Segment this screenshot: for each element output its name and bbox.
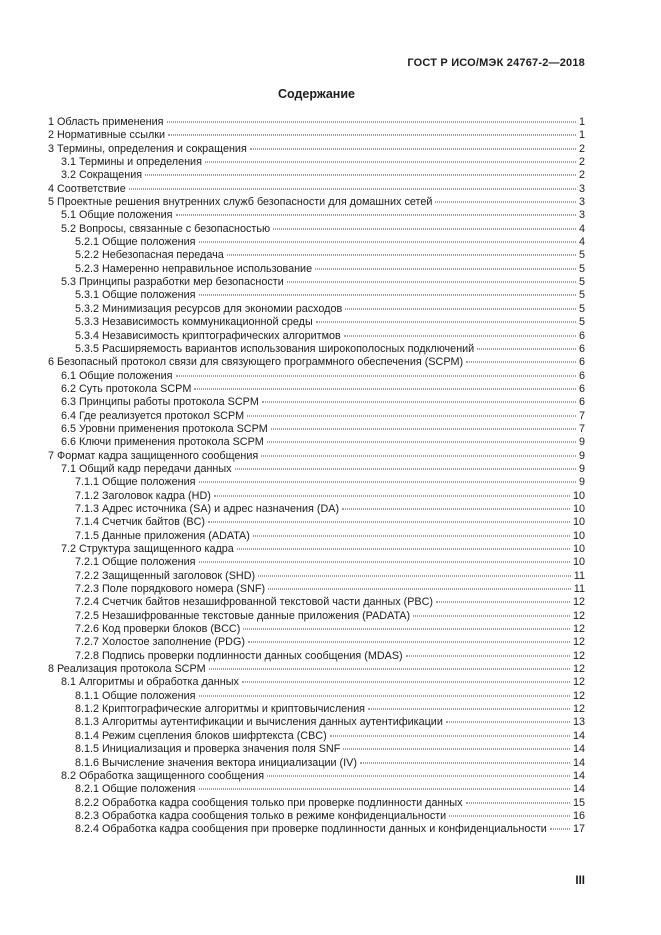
toc-entry-label: 8.1.3 Алгоритмы аутентификации и вычисления данных аутентификации: [75, 716, 443, 729]
toc-entry-label: 8.2.4 Обработка кадра сообщения при проверке подлинности данных и конфиденциальности: [75, 823, 547, 836]
toc-entry-label: 6.6 Ключи применения протокола SCPM: [61, 436, 264, 449]
toc-entry-label: 8.2.3 Обработка кадра сообщения только в режиме конфиденциальности: [75, 809, 447, 822]
toc-entry-label: 4 Соответствие: [48, 182, 126, 195]
toc-leader-dots: [199, 295, 576, 296]
toc-entry-label: 5.3.3 Независимость коммуникационной среды: [75, 316, 313, 329]
toc-entry-page: 7: [578, 422, 585, 435]
toc-entry-page: 7: [578, 409, 585, 422]
toc-entry: [48, 276, 585, 289]
toc-entry-page: 2: [578, 142, 585, 155]
toc-entry-label: 5.3.4 Независимость криптографических алгоритмов: [75, 329, 341, 342]
toc-entry: [48, 396, 585, 409]
toc-entry: [48, 610, 585, 623]
toc-leader-dots: [330, 735, 570, 736]
toc-entry-label: 7.1.2 Заголовок кадра (HD): [75, 489, 211, 502]
toc-entry: [48, 249, 585, 262]
document-code-header: ГОСТ Р ИСО/МЭК 24767-2—2018: [407, 57, 585, 69]
toc-leader-dots: [315, 268, 576, 269]
toc-entry-page: 14: [572, 756, 585, 769]
toc-entry: [48, 330, 585, 343]
toc-entry-label: 7.2 Структура защищенного кадра: [61, 543, 234, 555]
toc-entry: [48, 676, 585, 689]
toc-entry: [48, 530, 585, 543]
toc-leader-dots: [477, 348, 576, 349]
toc-leader-dots: [176, 375, 576, 376]
toc-entry-label: 5.2.1 Общие положения: [75, 236, 196, 249]
toc-entry-label: 6.2 Суть протокола SCPM: [61, 382, 192, 395]
toc-entry-label: 8.1.2 Криптографические алгоритмы и криптовычисления: [75, 703, 365, 716]
toc-entry-page: 10: [572, 543, 585, 555]
toc-entry: [48, 436, 585, 449]
toc-entry-label: 5.2.2 Небезопасная передача: [75, 249, 224, 262]
toc-entry: [48, 476, 585, 489]
toc-entry-label: 8 Реализация протокола SCPM: [48, 663, 206, 676]
toc-leader-dots: [258, 575, 571, 576]
toc-leader-dots: [199, 482, 576, 483]
toc-entry: [48, 156, 585, 169]
toc-leader-dots: [449, 815, 570, 816]
toc-entry-page: 17: [572, 823, 585, 836]
toc-leader-dots: [360, 762, 570, 763]
toc-entry-page: 2: [578, 156, 585, 169]
toc-entry-page: 14: [572, 769, 585, 782]
toc-leader-dots: [343, 749, 570, 750]
toc-leader-dots: [267, 775, 570, 776]
toc-entry: [48, 316, 585, 329]
toc-entry: [48, 596, 585, 609]
toc-leader-dots: [199, 242, 576, 243]
toc-leader-dots: [199, 789, 570, 790]
toc-entry-label: 7.1.5 Данные приложения (ADATA): [75, 529, 250, 542]
toc-leader-dots: [271, 428, 576, 429]
toc-leader-dots: [250, 148, 576, 149]
toc-entry: [48, 743, 585, 756]
toc-entry: [48, 663, 585, 676]
toc-entry: [48, 783, 585, 796]
toc-entry-page: 10: [572, 502, 585, 515]
toc-leader-dots: [205, 162, 576, 163]
toc-entry: [48, 450, 585, 463]
toc-entry-page: 12: [572, 703, 585, 716]
toc-entry-page: 6: [578, 396, 585, 409]
toc-entry: [48, 556, 585, 569]
toc-entry-page: 13: [572, 716, 585, 729]
toc-entry: [48, 356, 585, 369]
toc-entry: [48, 410, 585, 423]
toc-entry-page: 12: [572, 636, 585, 649]
toc-entry: [48, 543, 585, 556]
toc-leader-dots: [168, 135, 576, 136]
toc-entry-label: 7.2.4 Счетчик байтов незашифрованной текстовой части данных (PBC): [75, 596, 434, 609]
toc-leader-dots: [550, 829, 570, 830]
toc-entry-label: 8.1.6 Вычисление значения вектора инициализации (IV): [75, 756, 357, 769]
toc-entry: [48, 423, 585, 436]
toc-entry-page: 12: [572, 649, 585, 662]
toc-leader-dots: [243, 629, 570, 630]
toc-entry-page: 5: [578, 249, 585, 262]
toc-entry-page: 2: [578, 169, 585, 182]
toc-leader-dots: [129, 188, 576, 189]
toc-entry-label: 8.1.5 Инициализация и проверка значения поля SNF: [75, 743, 341, 756]
page-number: III: [575, 875, 585, 887]
toc-entry: [48, 463, 585, 476]
toc-entry-label: 6.3 Принципы работы протокола SCPM: [61, 396, 259, 409]
toc-entry-page: 9: [578, 436, 585, 449]
toc-leader-dots: [406, 655, 570, 656]
toc-entry-label: 3 Термины, определения и сокращения: [48, 142, 247, 155]
toc-entry-label: 5.3 Принципы разработки мер безопасности: [61, 276, 284, 289]
toc-leader-dots: [273, 228, 576, 229]
toc-entry-label: 7.2.5 Незашифрованные текстовые данные приложения (PADATA): [75, 609, 411, 622]
toc-entry: [48, 490, 585, 503]
toc-entry-page: 12: [572, 663, 585, 676]
toc-entry: [48, 623, 585, 636]
toc-entry-page: 16: [572, 809, 585, 822]
toc-leader-dots: [199, 695, 570, 696]
toc-leader-dots: [342, 508, 570, 509]
toc-leader-dots: [368, 709, 570, 710]
toc-entry-page: 5: [578, 289, 585, 302]
toc-entry-label: 7.2.6 Код проверки блоков (BCC): [75, 623, 241, 636]
toc-entry: [48, 263, 585, 276]
toc-entry-page: 3: [578, 196, 585, 209]
toc-entry-label: 8.2.1 Общие положения: [75, 783, 196, 796]
toc-leader-dots: [344, 335, 576, 336]
toc-entry: [48, 770, 585, 783]
toc-entry-label: 5.1 Общие положения: [61, 209, 173, 222]
toc-entry-page: 6: [578, 356, 585, 369]
toc-entry-label: 5.2.3 Намеренно неправильное использование: [75, 262, 313, 275]
toc-leader-dots: [466, 362, 576, 363]
toc-entry-label: 7.1.3 Адрес источника (SA) и адрес назначения (DA): [75, 502, 340, 515]
toc-entry-label: 2 Нормативные ссылки: [48, 129, 166, 142]
toc-entry: [48, 383, 585, 396]
toc-leader-dots: [262, 402, 576, 403]
toc-leader-dots: [267, 442, 576, 443]
toc-entry-page: 12: [572, 596, 585, 609]
toc-entry-page: 5: [578, 276, 585, 289]
toc-entry: [48, 503, 585, 516]
toc-entry-label: 6.1 Общие положения: [61, 369, 173, 382]
toc-entry-page: 12: [572, 623, 585, 636]
toc-heading: Содержание: [277, 87, 355, 101]
toc-entry-label: 7.1.1 Общие положения: [75, 476, 196, 489]
toc-entry-page: 10: [572, 529, 585, 542]
toc-entry-label: 8.2 Обработка защищенного сообщения: [61, 769, 265, 782]
toc-entry-label: 6.5 Уровни применения протокола SCPM: [61, 422, 268, 435]
toc-entry-label: 7.2.7 Холостое заполнение (PDG): [75, 636, 245, 649]
toc-entry: [48, 370, 585, 383]
toc-entry-label: 1 Область применения: [48, 116, 164, 128]
toc-leader-dots: [208, 522, 570, 523]
toc-entry-label: 5 Проектные решения внутренних служб безопасности для домашних сетей: [48, 196, 433, 209]
toc-entry-page: 1: [578, 116, 585, 128]
toc-leader-dots: [261, 455, 576, 456]
toc-entry: [48, 690, 585, 703]
toc-leader-dots: [316, 322, 576, 323]
toc-entry-page: 5: [578, 302, 585, 315]
toc-entry: [48, 703, 585, 716]
toc-entry-label: 3.2 Сокращения: [61, 169, 143, 182]
toc-entry: [48, 343, 585, 356]
toc-entry: [48, 303, 585, 316]
toc-entry-page: 11: [573, 569, 585, 582]
toc-entry-page: 4: [578, 222, 585, 235]
toc-entry-label: 6.4 Где реализуется протокол SCPM: [61, 409, 245, 422]
toc-leader-dots: [199, 562, 570, 563]
toc-entry-page: 12: [572, 609, 585, 622]
toc-entry-label: 8.2.2 Обработка кадра сообщения только при проверке подлинности данных: [75, 796, 463, 809]
toc-leader-dots: [268, 589, 571, 590]
toc-entry-label: 5.3.2 Минимизация ресурсов для экономии расходов: [75, 302, 343, 315]
toc-leader-dots: [235, 468, 576, 469]
toc-entry: [48, 129, 585, 142]
toc-leader-dots: [176, 215, 576, 216]
toc-entry: [48, 169, 585, 182]
toc-entry-page: 14: [572, 729, 585, 742]
toc-leader-dots: [242, 682, 570, 683]
toc-entry: [48, 583, 585, 596]
toc-entry-page: 14: [572, 743, 585, 756]
toc-leader-dots: [145, 175, 576, 176]
toc-entry-page: 6: [578, 329, 585, 342]
toc-entry: [48, 810, 585, 823]
toc-entry: [48, 797, 585, 810]
toc-leader-dots: [209, 669, 570, 670]
toc-entry: [48, 196, 585, 209]
toc-entry: [48, 236, 585, 249]
toc-entry: [48, 209, 585, 222]
toc-entry: [48, 223, 585, 236]
toc-list: [48, 116, 585, 837]
toc-entry-page: 6: [578, 342, 585, 355]
toc-entry-label: 5.2 Вопросы, связанные с безопасностью: [61, 222, 271, 235]
toc-entry-label: 7.2.2 Защищенный заголовок (SHD): [75, 569, 256, 582]
toc-entry-label: 5.3.5 Расширяемость вариантов использования широкополосных подключений: [75, 342, 475, 355]
toc-leader-dots: [287, 282, 576, 283]
toc-entry-label: 7.2.8 Подпись проверки подлинности данных сообщения (MDAS): [75, 649, 403, 662]
toc-entry-page: 6: [578, 382, 585, 395]
toc-leader-dots: [248, 642, 570, 643]
toc-entry-page: 10: [572, 516, 585, 529]
toc-entry-page: 14: [572, 783, 585, 796]
toc-entry-page: 15: [572, 796, 585, 809]
toc-entry: [48, 116, 585, 129]
toc-entry-label: 3.1 Термины и определения: [61, 156, 202, 169]
toc-entry: [48, 143, 585, 156]
toc-entry-label: 7.2.3 Поле порядкового номера (SNF): [75, 583, 266, 596]
toc-leader-dots: [435, 202, 576, 203]
toc-entry-label: 5.3.1 Общие положения: [75, 289, 196, 302]
toc-entry-label: 8.1.1 Общие положения: [75, 689, 196, 702]
toc-leader-dots: [214, 495, 570, 496]
toc-entry: [48, 823, 585, 836]
toc-entry-page: 5: [578, 316, 585, 329]
toc-entry-label: 6 Безопасный протокол связи для связующего программного обеспечения (SCPM): [48, 356, 464, 369]
toc-entry-label: 7.2.1 Общие положения: [75, 556, 196, 569]
toc-entry-page: 9: [578, 462, 585, 475]
toc-entry-page: 6: [578, 369, 585, 382]
toc-leader-dots: [167, 122, 576, 123]
toc-leader-dots: [227, 255, 576, 256]
toc-entry: [48, 570, 585, 583]
toc-entry-page: 9: [578, 476, 585, 489]
toc-entry: [48, 289, 585, 302]
toc-entry: [48, 730, 585, 743]
toc-entry-label: 7.1.4 Счетчик байтов (BC): [75, 516, 206, 529]
toc-entry-label: 8.1.4 Режим сцепления блоков шифртекста (CBC): [75, 729, 327, 742]
toc-entry: [48, 650, 585, 663]
toc-entry-page: 5: [578, 262, 585, 275]
toc-entry: [48, 516, 585, 529]
toc-leader-dots: [436, 602, 570, 603]
toc-leader-dots: [194, 388, 576, 389]
toc-entry: [48, 183, 585, 196]
toc-entry: [48, 636, 585, 649]
toc-entry-page: 12: [572, 689, 585, 702]
toc-entry-page: 12: [572, 676, 585, 689]
toc-entry-page: 3: [578, 209, 585, 222]
toc-entry-page: 9: [578, 449, 585, 462]
toc-leader-dots: [247, 415, 576, 416]
toc-entry-page: 11: [573, 583, 585, 596]
toc-entry-page: 3: [578, 182, 585, 195]
toc-leader-dots: [446, 722, 570, 723]
toc-entry: [48, 757, 585, 770]
toc-leader-dots: [345, 308, 576, 309]
toc-entry-page: 10: [572, 489, 585, 502]
toc-entry-page: 4: [578, 236, 585, 249]
toc-leader-dots: [466, 802, 570, 803]
toc-leader-dots: [253, 535, 570, 536]
toc-leader-dots: [237, 549, 570, 550]
toc-entry-label: 7.1 Общий кадр передачи данных: [61, 462, 232, 475]
toc-entry-page: 10: [572, 556, 585, 569]
toc-leader-dots: [413, 615, 570, 616]
toc-entry: [48, 716, 585, 729]
toc-entry-page: 1: [578, 129, 585, 142]
toc-entry-label: 8.1 Алгоритмы и обработка данных: [61, 676, 239, 689]
toc-entry-label: 7 Формат кадра защищенного сообщения: [48, 449, 259, 462]
